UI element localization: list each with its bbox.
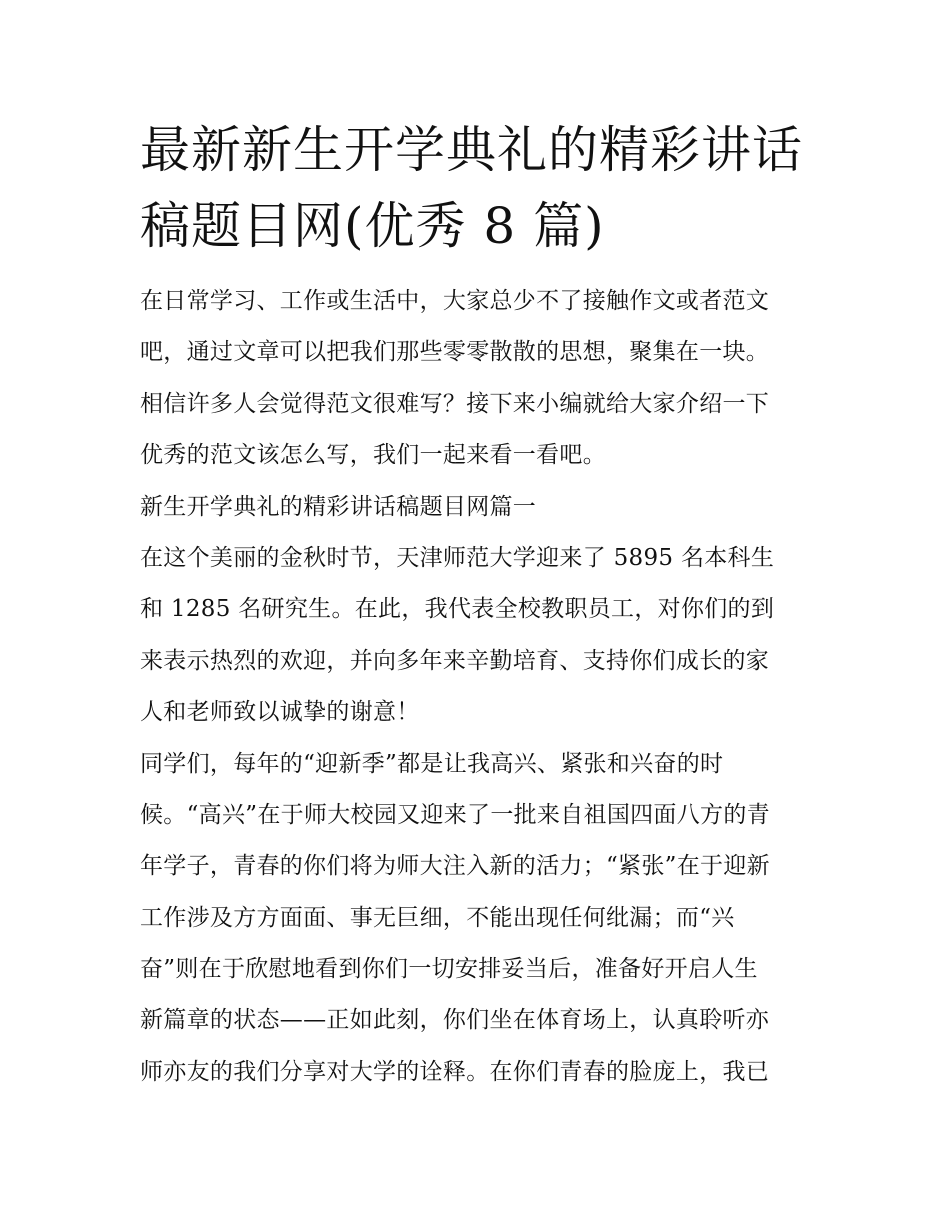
body-line: 来表示热烈的欢迎，并向多年来辛勤培育、支持你们成长的家 [140,647,770,674]
document-body [140,280,815,1102]
body-line: 吧，通过文章可以把我们那些零零散散的思想，聚集在一块。 [140,339,770,366]
document-title [140,112,820,264]
title-line-2: 稿题目网(优秀 8 篇) [140,197,605,255]
body-line: 工作涉及方方面面、事无巨细，不能出现任何纰漏；而“兴 [140,904,735,931]
body-line: 年学子，青春的你们将为师大注入新的活力；“紧张”在于迎新 [140,853,770,880]
body-line: 候。“高兴”在于师大校园又迎来了一批来自祖国四面八方的青 [140,801,770,828]
body-line: 人和老师致以诚挚的谢意！ [140,699,420,726]
body-line: 师亦友的我们分享对大学的诠释。在你们青春的脸庞上，我已 [140,1058,770,1085]
section-heading: 新生开学典礼的精彩讲话稿题目网篇一 [140,493,537,520]
title-line-1: 最新新生开学典礼的精彩讲话 [140,121,803,179]
body-line: 在日常学习、工作或生活中，大家总少不了接触作文或者范文 [140,288,770,314]
body-line: 奋”则在于欣慰地看到你们一切安排妥当后，准备好开启人生 [140,956,758,983]
body-line: 同学们，每年的“迎新季”都是让我高兴、紧张和兴奋的时 [140,750,724,777]
body-line: 在这个美丽的金秋时节，天津师范大学迎来了 5895 名本科生 [140,544,775,571]
body-line: 相信许多人会觉得范文很难写？接下来小编就给大家介绍一下 [140,390,770,417]
body-line: 新篇章的状态——正如此刻，你们坐在体育场上，认真聆听亦 [140,1007,770,1034]
body-line: 和 1285 名研究生。在此，我代表全校教职员工，对你们的到 [140,596,775,623]
body-line: 优秀的范文该怎么写，我们一起来看一看吧。 [140,442,606,469]
